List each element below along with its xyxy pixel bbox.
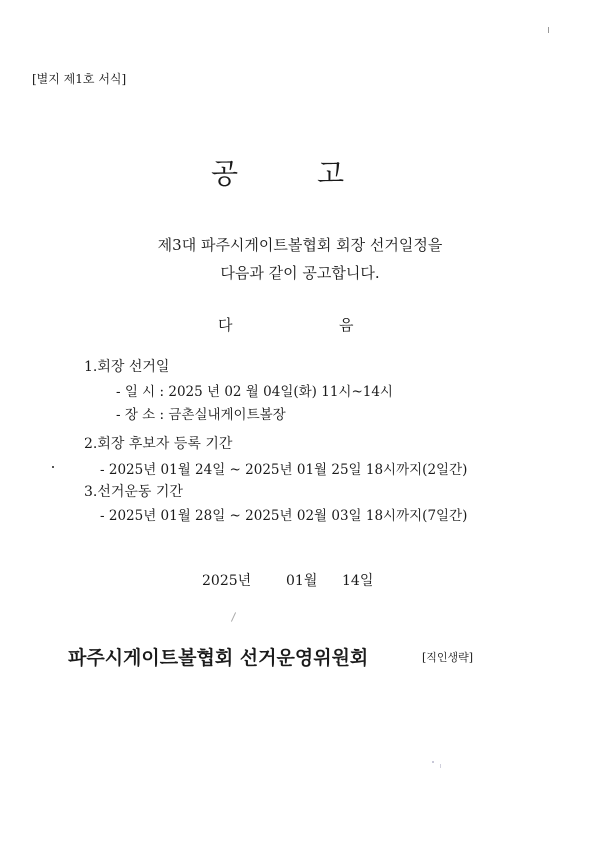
date-day: 14일 — [342, 573, 374, 589]
section-2-heading: 2.회장 후보자 등록 기간 — [84, 436, 233, 452]
scan-speck — [432, 761, 434, 763]
section-1-datetime: - 일 시 : 2025 년 02 월 04일(화) 11시~14시 — [116, 384, 393, 400]
da-eum-left: 다 — [218, 316, 233, 334]
da-eum-right: 음 — [339, 316, 354, 334]
section-2-period: - 2025년 01월 24일 ~ 2025년 01월 25일 18시까지(2일간) — [100, 462, 468, 478]
section-3-period: - 2025년 01월 28일 ~ 2025년 02월 03일 18시까지(7일간) — [100, 508, 468, 524]
intro-line-2: 다음과 같이 공고합니다. — [220, 264, 380, 282]
section-1-heading: 1.회장 선거일 — [84, 359, 170, 375]
section-1-place: - 장 소 : 금촌실내게이트볼장 — [116, 407, 286, 423]
scan-speck — [231, 612, 236, 621]
organization-name: 파주시게이트볼협회 선거운영위원회 — [68, 647, 369, 669]
section-3-heading: 3.선거운동 기간 — [84, 484, 183, 500]
date-month: 01월 — [286, 573, 318, 589]
notice-title-right: 고 — [317, 157, 345, 190]
form-label: [별지 제1호 서식] — [32, 72, 127, 86]
scan-speck — [548, 27, 549, 33]
scan-speck — [440, 764, 441, 768]
notice-title-left: 공 — [211, 157, 239, 190]
seal-omitted-note: [직인생략] — [422, 651, 474, 664]
date-year: 2025년 — [202, 573, 252, 589]
scan-speck — [52, 466, 54, 468]
intro-line-1: 제3대 파주시게이트볼협회 회장 선거일정을 — [157, 236, 443, 254]
